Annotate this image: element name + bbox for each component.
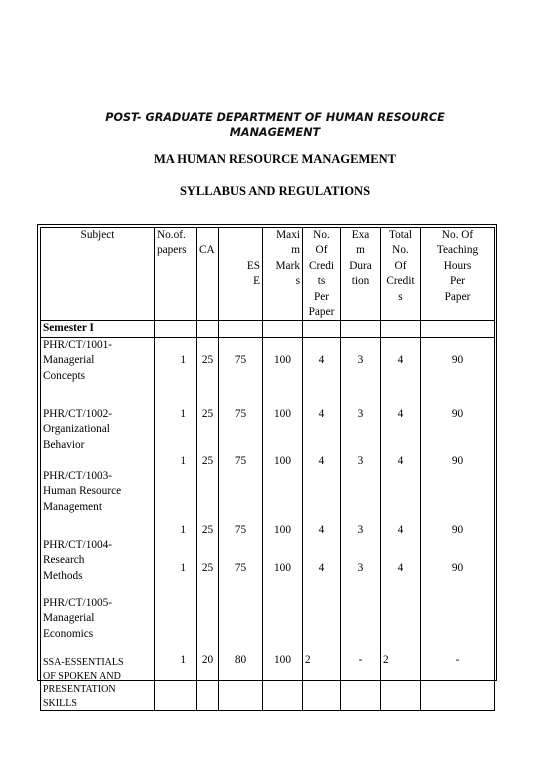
subject-2: PHR/CT/1002- Organizational Behavior: [43, 407, 113, 451]
department-heading-line2: MANAGEMENT: [229, 126, 321, 139]
table-header-row: [41, 228, 495, 321]
header-exam-duration: Exa m Dura tion: [341, 228, 381, 321]
table-row: [41, 337, 495, 710]
cell: [303, 321, 341, 337]
cell: [381, 321, 421, 337]
semester-row: [41, 321, 495, 337]
header-credits-per-paper: No. Of Credi ts Per Paper: [303, 228, 341, 321]
subject-4: [43, 523, 152, 538]
subject-1: PHR/CT/1001- Managerial Concepts: [43, 338, 113, 382]
credits-column: 4 4 4 4 4 2: [303, 337, 341, 710]
syllabus-table: [40, 227, 495, 711]
cell: [341, 321, 381, 337]
cell: [197, 321, 219, 337]
department-heading-line1: POST- GRADUATE DEPARTMENT OF HUMAN RESOURCE: [105, 111, 445, 124]
header-max-marks: Maxi m Mark s: [263, 228, 303, 321]
header-ca: CA: [197, 228, 219, 321]
header-teaching-hours: No. Of Teaching Hours Per Paper: [421, 228, 495, 321]
papers-column: 1 1 1 1 1 1: [155, 337, 197, 710]
total-credits-column: 4 4 4 4 4 2: [381, 337, 421, 710]
ca-column: 25 25 25 25 25 20: [197, 337, 219, 710]
cell: [421, 321, 495, 337]
syllabus-subtitle: SYLLABUS AND REGULATIONS: [179, 184, 371, 198]
header-subject: Subject: [41, 228, 155, 321]
cell: [219, 321, 263, 337]
exam-duration-column: 3 3 3 3 3 -: [341, 337, 381, 710]
subject-5: PHR/CT/1005- Managerial Economics: [43, 596, 113, 640]
header-total-credits: Total No. Of Credit s: [381, 228, 421, 321]
max-marks-column: 100 100 100 100 100 100: [263, 337, 303, 710]
header-ese: ES E: [219, 228, 263, 321]
ese-column: 75 75 75 75 75 80: [219, 337, 263, 710]
subject-6: SSA-ESSENTIALS OF SPOKEN AND PRESENTATION SKILLS: [43, 657, 124, 709]
subject-3: [43, 454, 152, 469]
subjects-cell: PHR/CT/1001- Managerial Concepts PHR/CT/1002- Organizational Behavior PHR/CT/1003- Human Resource Management PHR/CT/1004- Research Methods PHR/CT/1005- Managerial Economics SSA-ESSENTIALS OF SPOKEN AND PRESENTATION SKILLS: [41, 337, 155, 710]
teaching-hours-column: 90 90 90 90 90 -: [421, 337, 495, 710]
programme-title: MA HUMAN RESOURCE MANAGEMENT: [153, 152, 396, 166]
cell: [263, 321, 303, 337]
header-papers: No.of. papers: [155, 228, 197, 321]
cell: [155, 321, 197, 337]
semester-label: Semester I: [41, 321, 155, 337]
